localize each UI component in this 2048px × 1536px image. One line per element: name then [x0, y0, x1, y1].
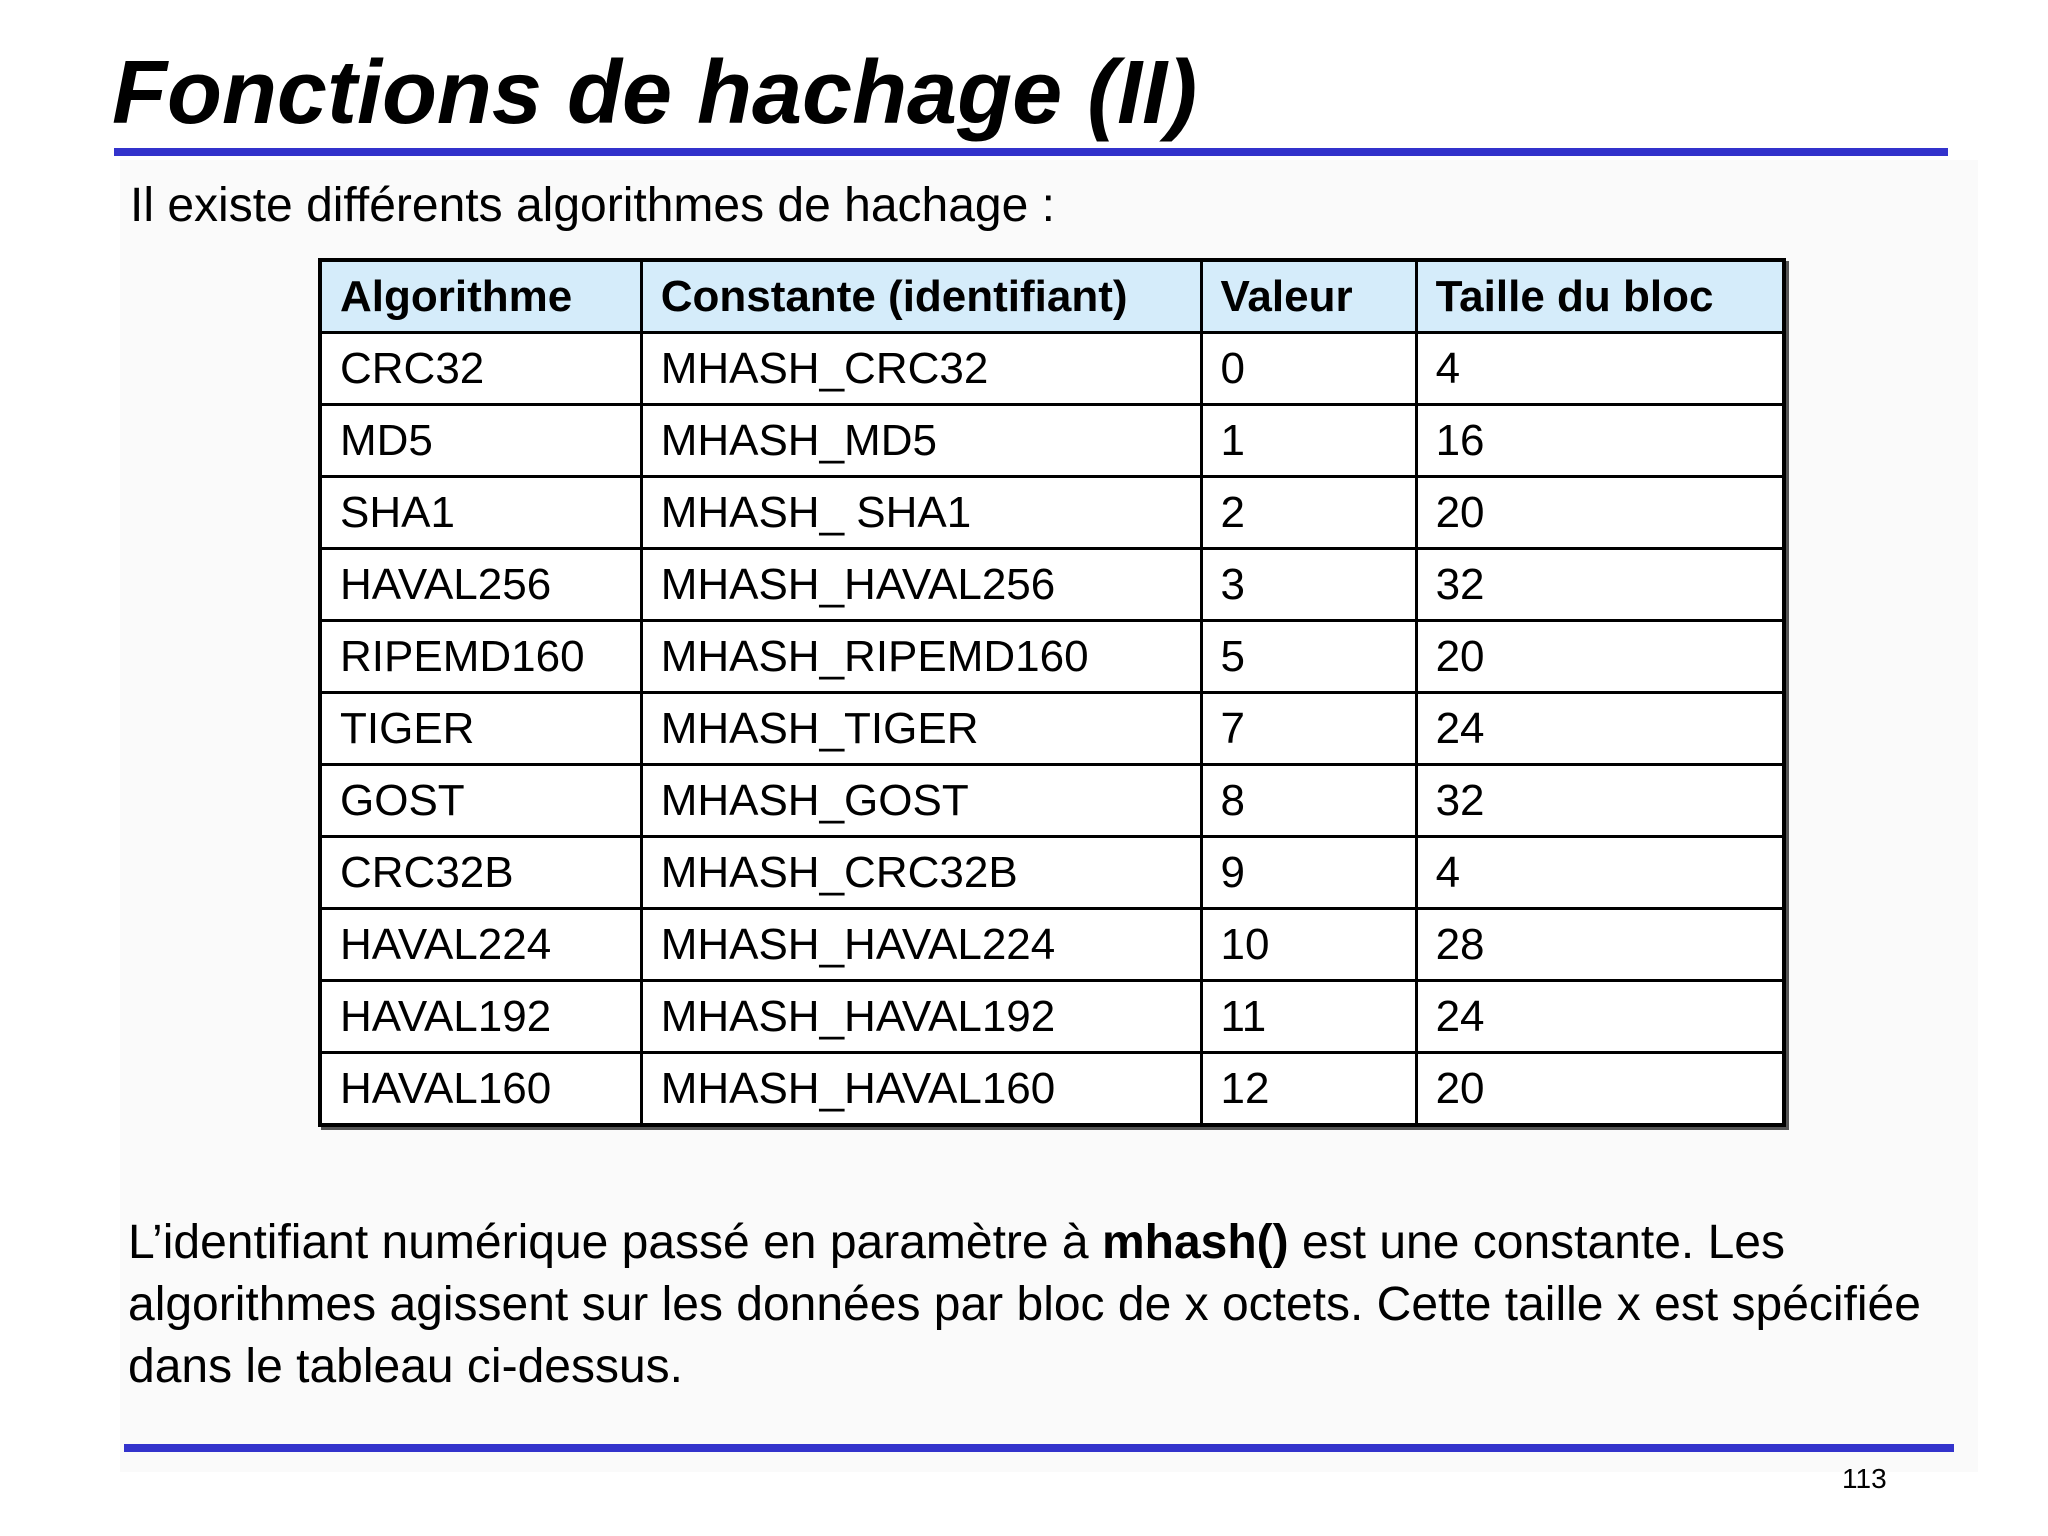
- cell-value: 1: [1201, 405, 1416, 477]
- table-row: [320, 477, 1784, 549]
- cell-value: 11: [1201, 981, 1416, 1053]
- cell-block-size: 20: [1416, 1053, 1784, 1126]
- cell-constant: MHASH_HAVAL224: [641, 909, 1201, 981]
- cell-value: 12: [1201, 1053, 1416, 1126]
- cell-block-size: 32: [1416, 765, 1784, 837]
- table-row: [320, 765, 1784, 837]
- cell-block-size: 32: [1416, 549, 1784, 621]
- page-number: 113: [1842, 1463, 1887, 1494]
- cell-block-size: 4: [1416, 333, 1784, 405]
- cell-constant: MHASH_HAVAL160: [641, 1053, 1201, 1126]
- cell-algorithm: TIGER: [320, 693, 641, 765]
- slide-title: Fonctions de hachage (II): [112, 43, 1198, 143]
- title-divider: [114, 148, 1948, 156]
- intro-text: Il existe différents algorithmes de hachage :: [130, 179, 1055, 232]
- cell-algorithm: HAVAL160: [320, 1053, 641, 1126]
- cell-algorithm: CRC32: [320, 333, 641, 405]
- table-row: [320, 405, 1784, 477]
- cell-value: 10: [1201, 909, 1416, 981]
- explanation-text-end: est une constante. Les algorithmes agissent sur les données par bloc de x octets. Cette taille x est spécifiée dans le tableau ci-dessus.: [128, 1216, 1921, 1393]
- table-row: [320, 621, 1784, 693]
- explanation-paragraph: [128, 1212, 1948, 1398]
- mhash-function-name: mhash(): [1101, 1216, 1289, 1269]
- table-row: [320, 837, 1784, 909]
- cell-constant: MHASH_RIPEMD160: [641, 621, 1201, 693]
- cell-algorithm: HAVAL224: [320, 909, 641, 981]
- cell-value: 9: [1201, 837, 1416, 909]
- cell-block-size: 24: [1416, 981, 1784, 1053]
- cell-constant: MHASH_GOST: [641, 765, 1201, 837]
- cell-block-size: 4: [1416, 837, 1784, 909]
- cell-constant: MHASH_MD5: [641, 405, 1201, 477]
- cell-value: 5: [1201, 621, 1416, 693]
- cell-constant: MHASH_TIGER: [641, 693, 1201, 765]
- cell-algorithm: RIPEMD160: [320, 621, 641, 693]
- cell-block-size: 24: [1416, 693, 1784, 765]
- table-row: [320, 693, 1784, 765]
- table-row: [320, 333, 1784, 405]
- explanation-text-start: L’identifiant numérique passé en paramètre à: [128, 1216, 1102, 1269]
- cell-algorithm: SHA1: [320, 477, 641, 549]
- table-header-row: [320, 260, 1784, 333]
- cell-constant: MHASH_CRC32: [641, 333, 1201, 405]
- table-row: [320, 981, 1784, 1053]
- header-constante: Constante (identifiant): [641, 260, 1201, 333]
- cell-block-size: 16: [1416, 405, 1784, 477]
- cell-constant: MHASH_HAVAL192: [641, 981, 1201, 1053]
- cell-value: 3: [1201, 549, 1416, 621]
- cell-constant: MHASH_CRC32B: [641, 837, 1201, 909]
- cell-algorithm: HAVAL256: [320, 549, 641, 621]
- cell-block-size: 20: [1416, 477, 1784, 549]
- table-row: [320, 909, 1784, 981]
- cell-algorithm: CRC32B: [320, 837, 641, 909]
- header-valeur: Valeur: [1201, 260, 1416, 333]
- cell-block-size: 20: [1416, 621, 1784, 693]
- cell-value: 8: [1201, 765, 1416, 837]
- cell-algorithm: GOST: [320, 765, 641, 837]
- cell-constant: MHASH_ SHA1: [641, 477, 1201, 549]
- table-row: [320, 549, 1784, 621]
- cell-value: 2: [1201, 477, 1416, 549]
- cell-value: 7: [1201, 693, 1416, 765]
- header-taille-du-bloc: Taille du bloc: [1416, 260, 1784, 333]
- cell-block-size: 28: [1416, 909, 1784, 981]
- cell-algorithm: HAVAL192: [320, 981, 641, 1053]
- hash-algorithms-table: [318, 258, 1786, 1127]
- footer-divider: [124, 1444, 1954, 1452]
- cell-value: 0: [1201, 333, 1416, 405]
- header-algorithme: Algorithme: [320, 260, 641, 333]
- cell-constant: MHASH_HAVAL256: [641, 549, 1201, 621]
- cell-algorithm: MD5: [320, 405, 641, 477]
- table-row: [320, 1053, 1784, 1126]
